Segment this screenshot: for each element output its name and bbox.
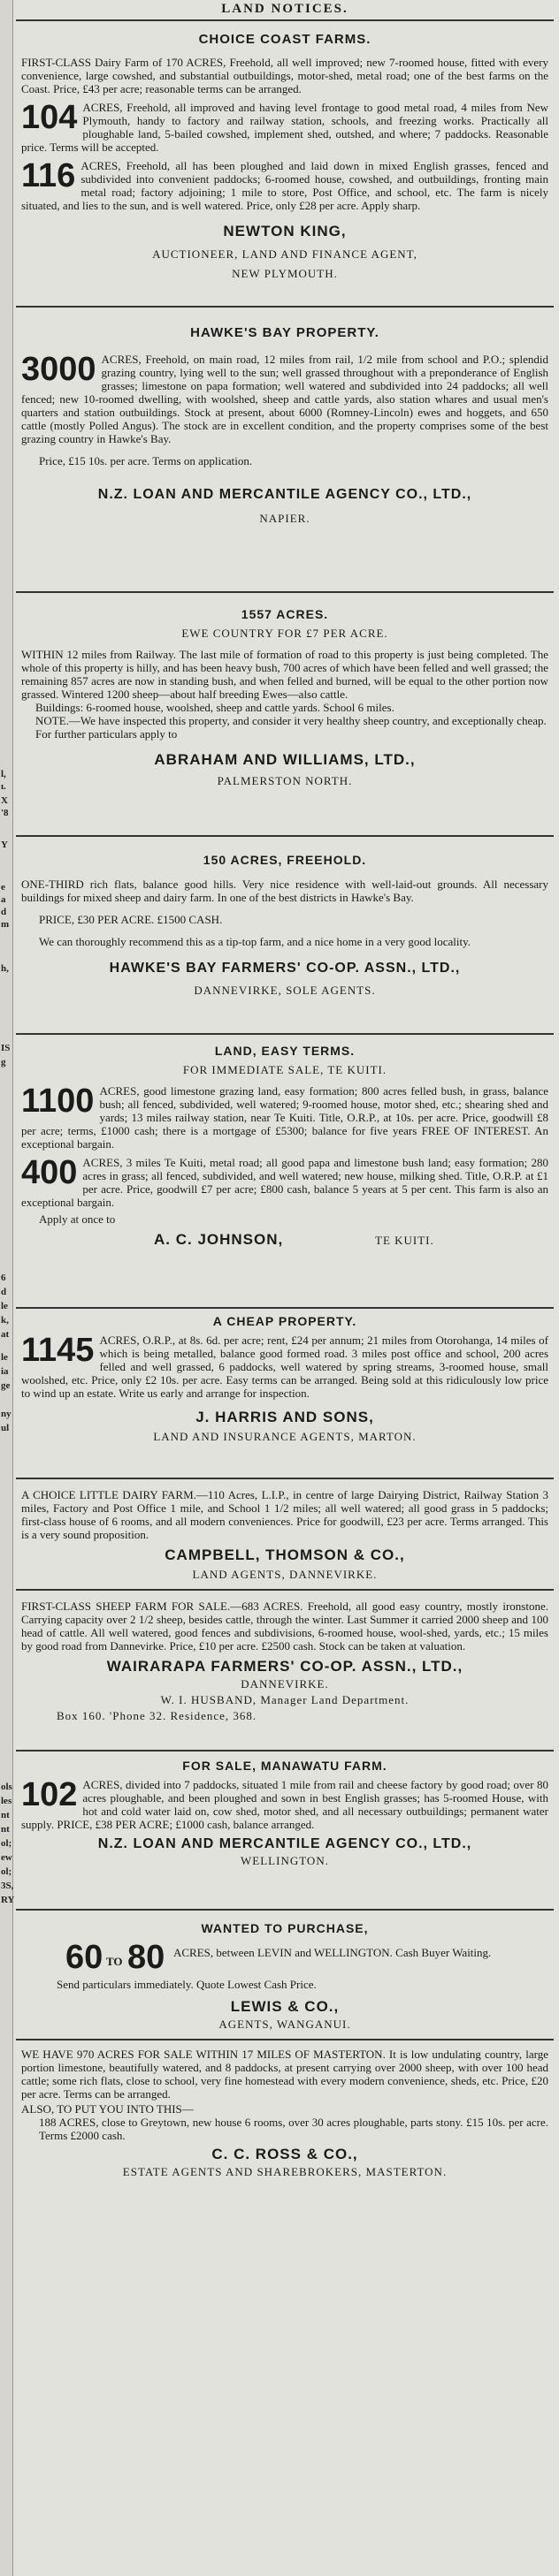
agent-location: DANNEVIRKE. (241, 1677, 329, 1691)
ad-heading: 1557 ACRES. (241, 607, 329, 621)
acreage-number: 3000 (21, 351, 96, 388)
ad-paragraph: ACRES, Freehold, all has been ploughed and laid down in mixed English grasses, fenced and subdivided into convenient paddocks; 6-roomed house, cowshed, and outbuildings, fronting main metal road; factory adjoining; 1 mile to store, Post Office, and school, etc. The farm is nicely situated, and lies to the sun, and is well watered. Price, only £28 per acre. Apply sharp. (21, 159, 548, 212)
ad-paragraph: ONE-THIRD rich flats, balance good hills. Very nice residence with well-laid-out grounds. All necessary buildings for mixed sheep and dairy farm. In one of the best districts in Hawke's Bay. (21, 878, 548, 904)
agent-name: WAIRARAPA FARMERS' CO-OP. ASSN., LTD., (106, 1658, 463, 1675)
agent-contact: Box 160. 'Phone 32. Residence, 368. (57, 1709, 257, 1722)
ad-heading: CHOICE COAST FARMS. (198, 32, 371, 47)
column-fragment-text: ew (1, 1852, 12, 1863)
ad-heading: LAND, EASY TERMS. (214, 1044, 356, 1058)
column-fragment-text: ia (1, 1366, 9, 1377)
column-fragment-text: '8 (1, 808, 9, 818)
ad-heading: FOR SALE, MANAWATU FARM. (182, 1759, 387, 1773)
acreage-number: 1145 (21, 1332, 95, 1369)
column-fragment-text: ny (1, 1409, 11, 1419)
ad-heading: WANTED TO PURCHASE, (201, 1921, 369, 1935)
ad-manawatu-farm (16, 1752, 554, 1909)
agent-location: WELLINGTON. (241, 1854, 329, 1867)
acreage-number: 1100 (21, 1083, 95, 1120)
acreage-number: 116 (21, 157, 76, 194)
agent-location: LAND AGENTS, DANNEVIRKE. (192, 1568, 378, 1581)
column-fragment-text: le (1, 1301, 8, 1311)
ad-paragraph: ALSO, TO PUT YOU INTO THIS— (21, 2102, 194, 2116)
section-header: LAND NOTICES. (16, 0, 554, 21)
range-word: TO (106, 1955, 123, 1968)
ad-paragraph: Apply at once to (39, 1212, 116, 1226)
agent-line (21, 1231, 548, 1252)
ad-ewe-country (16, 593, 554, 835)
agent-name: N.Z. LOAN AND MERCANTILE AGENCY CO., LTD., (97, 487, 472, 502)
agent-name: N.Z. LOAN AND MERCANTILE AGENCY CO., LTD., (97, 1836, 472, 1851)
ad-paragraph: 188 ACRES, close to Greytown, new house 6 rooms, over 30 acres ploughable, parts stony. £15 10s. per acre. Terms £2000 cash. (39, 2116, 548, 2142)
acreage-number-low: 60 (65, 1939, 103, 1976)
column-fragment-text: d (1, 907, 7, 917)
column-fragment-text: IS (1, 1043, 11, 1053)
column-fragment-text: a (1, 894, 6, 905)
agent-location: TE KUITI. (375, 1234, 434, 1247)
ad-listing (21, 101, 548, 154)
ad-paragraph: For further particulars apply to (35, 727, 178, 741)
column-fragment-text: ı. (1, 781, 6, 792)
ad-paragraph: ACRES, Freehold, all improved and having level frontage to good metal road, 4 miles from New Plymouth, handy to factory and railway station, schools, and freezing works. Practically all ploughable land, 5-bailed cowshed, implement shed, outshed, and where; 7 paddocks. Reasonable price. Terms will be accepted. (21, 101, 548, 154)
ad-listing (21, 353, 548, 445)
ad-listing (21, 159, 548, 212)
agent-name: A. C. JOHNSON, (154, 1231, 284, 1248)
column-fragment-text: nt (1, 1810, 10, 1820)
ad-paragraph: WE HAVE 970 ACRES FOR SALE WITHIN 17 MILES OF MASTERTON. It is low undulating country, large portion limestone, beautifully watered, and 8 paddocks, at present carrying over 2000 sheep, with over 100 head cattle; some rich flats, close to school, very fine homestead with every modern convenience, sheds, etc. Price, £20 per acre. Terms can be arranged. (21, 2048, 548, 2101)
column-fragment-text: ols (1, 1782, 12, 1792)
ad-paragraph: Send particulars immediately. Quote Lowest Cash Price. (57, 1978, 317, 1991)
ad-little-dairy-farm (16, 1479, 554, 1589)
adjacent-column-fragment (0, 0, 13, 2576)
column-fragment-text: h, (1, 963, 9, 974)
column-fragment-text: ol; (1, 1866, 12, 1877)
ad-land-easy-terms (16, 1035, 554, 1307)
column-fragment-text: at (1, 1329, 10, 1340)
agent-name: HAWKE'S BAY FARMERS' CO-OP. ASSN., LTD., (109, 961, 461, 976)
column-fragment-text: X (1, 795, 8, 806)
agent-name: NEWTON KING, (223, 223, 347, 239)
ad-paragraph: ACRES, between LEVIN and WELLINGTON. Cash Buyer Waiting. (173, 1946, 492, 1959)
column-fragment-text: d (1, 1287, 7, 1297)
column-fragment-text: 3S, (1, 1881, 14, 1891)
acreage-number: 102 (21, 1776, 78, 1813)
ad-listing (21, 1939, 548, 1978)
ad-listing (21, 1778, 548, 1831)
column-fragment-text: 6 (1, 1273, 6, 1283)
ad-wanted-to-purchase (16, 1911, 554, 2039)
agent-name: J. HARRIS AND SONS, (195, 1409, 374, 1425)
ad-paragraph: ACRES, 3 miles Te Kuiti, metal road; all good papa and limestone bush land; easy formation; 280 acres in grass; all fenced, subdivided, and well watered; new house, milking shed. Title, O.R.P. at £1 per acre. Price, goodwill £7 per acre; £800 cash, balance 5 years at 5 per cent. This farm is also an exceptional bargain. (21, 1156, 548, 1209)
column-fragment-text: nt (1, 1824, 10, 1835)
ad-paragraph: PRICE, £30 PER ACRE. £1500 CASH. (39, 913, 223, 926)
column-fragment-text: k, (1, 1315, 9, 1326)
ad-heading: 150 ACRES, FREEHOLD. (203, 853, 367, 867)
column-fragment-text: Y (1, 840, 8, 850)
ad-listing (21, 1334, 548, 1400)
agent-location: LAND AND INSURANCE AGENTS, MARTON. (153, 1430, 417, 1443)
column-fragment-text: RY (1, 1895, 15, 1905)
column-fragment-text: le (1, 1352, 8, 1363)
column-fragment-text: ul (1, 1423, 10, 1433)
ad-paragraph: Buildings: 6-roomed house, woolshed, sheep and cattle yards. School 6 miles. (35, 701, 394, 714)
agent-manager: W. I. HUSBAND, Manager Land Department. (160, 1693, 410, 1706)
ad-cheap-property (16, 1309, 554, 1478)
acreage-number: 104 (21, 99, 78, 136)
ad-150-acres-freehold (16, 837, 554, 1033)
ad-paragraph: ACRES, O.R.P., at 8s. 6d. per acre; rent, £24 per annum; 21 miles from Otorohanga, 14 miles of which is being metalled, balance good formed road. 3 miles post office and school, 200 acres felled and well grassed, 6 paddocks, well watered by spring streams, 3-roomed house, small woolshed, etc. Price, only £2 10s. per acre. Easy terms can be arranged. Being sold at this ridiculously low price to wind up an estate. Write us early and arrange for inspection. (21, 1334, 548, 1400)
ad-paragraph: Price, £15 10s. per acre. Terms on application. (39, 454, 253, 467)
agent-location: AGENTS, WANGANUI. (218, 2017, 351, 2031)
ad-choice-coast-farms (16, 21, 554, 306)
ad-hawkes-bay-property (16, 308, 554, 591)
ad-paragraph: ACRES, Freehold, on main road, 12 miles from rail, 1/2 mile from school and P.O.; splendid grazing country, lying well to the sun; well grassed throughout with a preponderance of English grasses; limestone on papa formation; well watered and subdivided into 24 paddocks; all well fenced; new 10-roomed dwelling, with woolshed, sheep and cattle yards, also station whares and usual men's quarters and station outbuildings. Stock at present, about 6000 (Romney-Lincoln) ewes and hoggets, and 650 cattle (mostly Polled Angus). The stock are in excellent condition, and the property comprises some of the best grazing country in Hawke's Bay. (21, 353, 548, 445)
column-fragment-text: m (1, 919, 10, 930)
ad-subheading: FOR IMMEDIATE SALE, TE KUITI. (182, 1063, 387, 1076)
ad-paragraph: FIRST-CLASS SHEEP FARM FOR SALE.—683 ACRES. Freehold, all good easy country, mostly ironstone. Carrying capacity over 2 1/2 sheep, besides cattle, through the winter. Last Summer it carried 2000 sheep and 100 head of cattle. All well watered, good fences and subdivisions, 6-roomed house, wool-shed, yards, etc.; 15 miles by good road from Dannevirke. Price, £10 per acre. £2500 cash. Stock can be taken at valuation. (21, 1600, 548, 1653)
ad-heading: A CHEAP PROPERTY. (212, 1314, 357, 1328)
ad-subheading: EWE COUNTRY FOR £7 PER ACRE. (181, 627, 388, 640)
ad-heading: HAWKE'S BAY PROPERTY. (190, 325, 379, 340)
column-fragment-text: e (1, 882, 5, 893)
agent-location: DANNEVIRKE, SOLE AGENTS. (194, 984, 376, 997)
agent-location: PALMERSTON NORTH. (217, 774, 353, 787)
ad-paragraph: FIRST-CLASS Dairy Farm of 170 ACRES, Freehold, all well improved; new 7-roomed house, fitted with every convenience, large cowshed, and substantial outbuildings, motor-shed, metal road; one of the best farms on the Coast. Price, £43 per acre; reasonable terms can be arranged. (21, 56, 548, 95)
ad-sheep-farm (16, 1591, 554, 1750)
ad-paragraph: ACRES, good limestone grazing land, easy formation; 800 acres felled bush, in grass, balance bush; all fenced, subdivided, well watered; 9-roomed house, motor shed, etc.; shearing shed and yards; 13 miles railway station, near Te Kuiti. Title, O.R.P., at 10s. per acre. Price, goodwill £8 per acre; terms, £1000 cash; there is a mortgage of £5300; balance for five years FREE OF INTEREST. An exceptional bargain. (21, 1084, 548, 1151)
column-fragment-text: les (1, 1796, 12, 1806)
ad-paragraph: NOTE.—We have inspected this property, and consider it very healthy sheep country, and exceptionally cheap. (35, 714, 547, 727)
column-fragment-text: ol; (1, 1838, 12, 1849)
agent-location: NAPIER. (259, 512, 310, 525)
ad-paragraph: A CHOICE LITTLE DAIRY FARM.—110 Acres, L.I.P., in centre of large Dairying District, Railway Station 3 miles, Factory and Post Office 1 mile, and School 1 1/2 miles; all well watered; all good grass in 5 paddocks; first-class house of 6 rooms, and all modern conveniences. Price for goodwill, £23 per acre. Terms arranged. This is a very sound proposition. (21, 1488, 548, 1541)
ad-paragraph: WITHIN 12 miles from Railway. The last mile of formation of road to this property is just being completed. The whole of this property is hilly, and has been heavy bush, 700 acres of which have been felled and well grassed; the remaining 857 acres are now in standing bush, and when felled and burned, will be equal to the other portion now grassed. Wintered 1200 sheep—about half breeding Ewes—also cattle. (21, 648, 548, 701)
ad-paragraph: We can thoroughly recommend this as a tip-top farm, and a nice home in a very good locality. (39, 935, 471, 948)
column-fragment-text: l, (1, 769, 6, 779)
agent-description: AUCTIONEER, LAND AND FINANCE AGENT, (152, 247, 417, 261)
acreage-number-high: 80 (127, 1939, 165, 1976)
ad-masterton-farm (16, 2040, 554, 2185)
agent-name: C. C. ROSS & CO., (211, 2146, 358, 2162)
land-notices-column (16, 0, 554, 2185)
agent-location: NEW PLYMOUTH. (232, 267, 338, 280)
agent-location: ESTATE AGENTS AND SHAREBROKERS, MASTERTON. (122, 2165, 448, 2178)
ad-listing (21, 1156, 548, 1209)
column-fragment-text: g (1, 1057, 6, 1068)
ad-paragraph: ACRES, divided into 7 paddocks, situated 1 mile from rail and cheese factory by good road; over 80 acres ploughable, and been ploughed and sown in best English grasses; has 5-roomed House, with hot and cold water laid on, cow shed, motor shed, and all necessary outbuildings; permanent water supply. PRICE, £38 PER ACRE; £1000 cash, balance arranged. (21, 1778, 548, 1831)
agent-name: ABRAHAM AND WILLIAMS, LTD., (154, 751, 416, 768)
ad-listing (21, 1084, 548, 1151)
agent-name: CAMPBELL, THOMSON & CO., (165, 1546, 405, 1563)
column-fragment-text: ge (1, 1380, 11, 1391)
agent-name: LEWIS & CO., (230, 1998, 340, 2015)
acreage-number: 400 (21, 1154, 78, 1191)
